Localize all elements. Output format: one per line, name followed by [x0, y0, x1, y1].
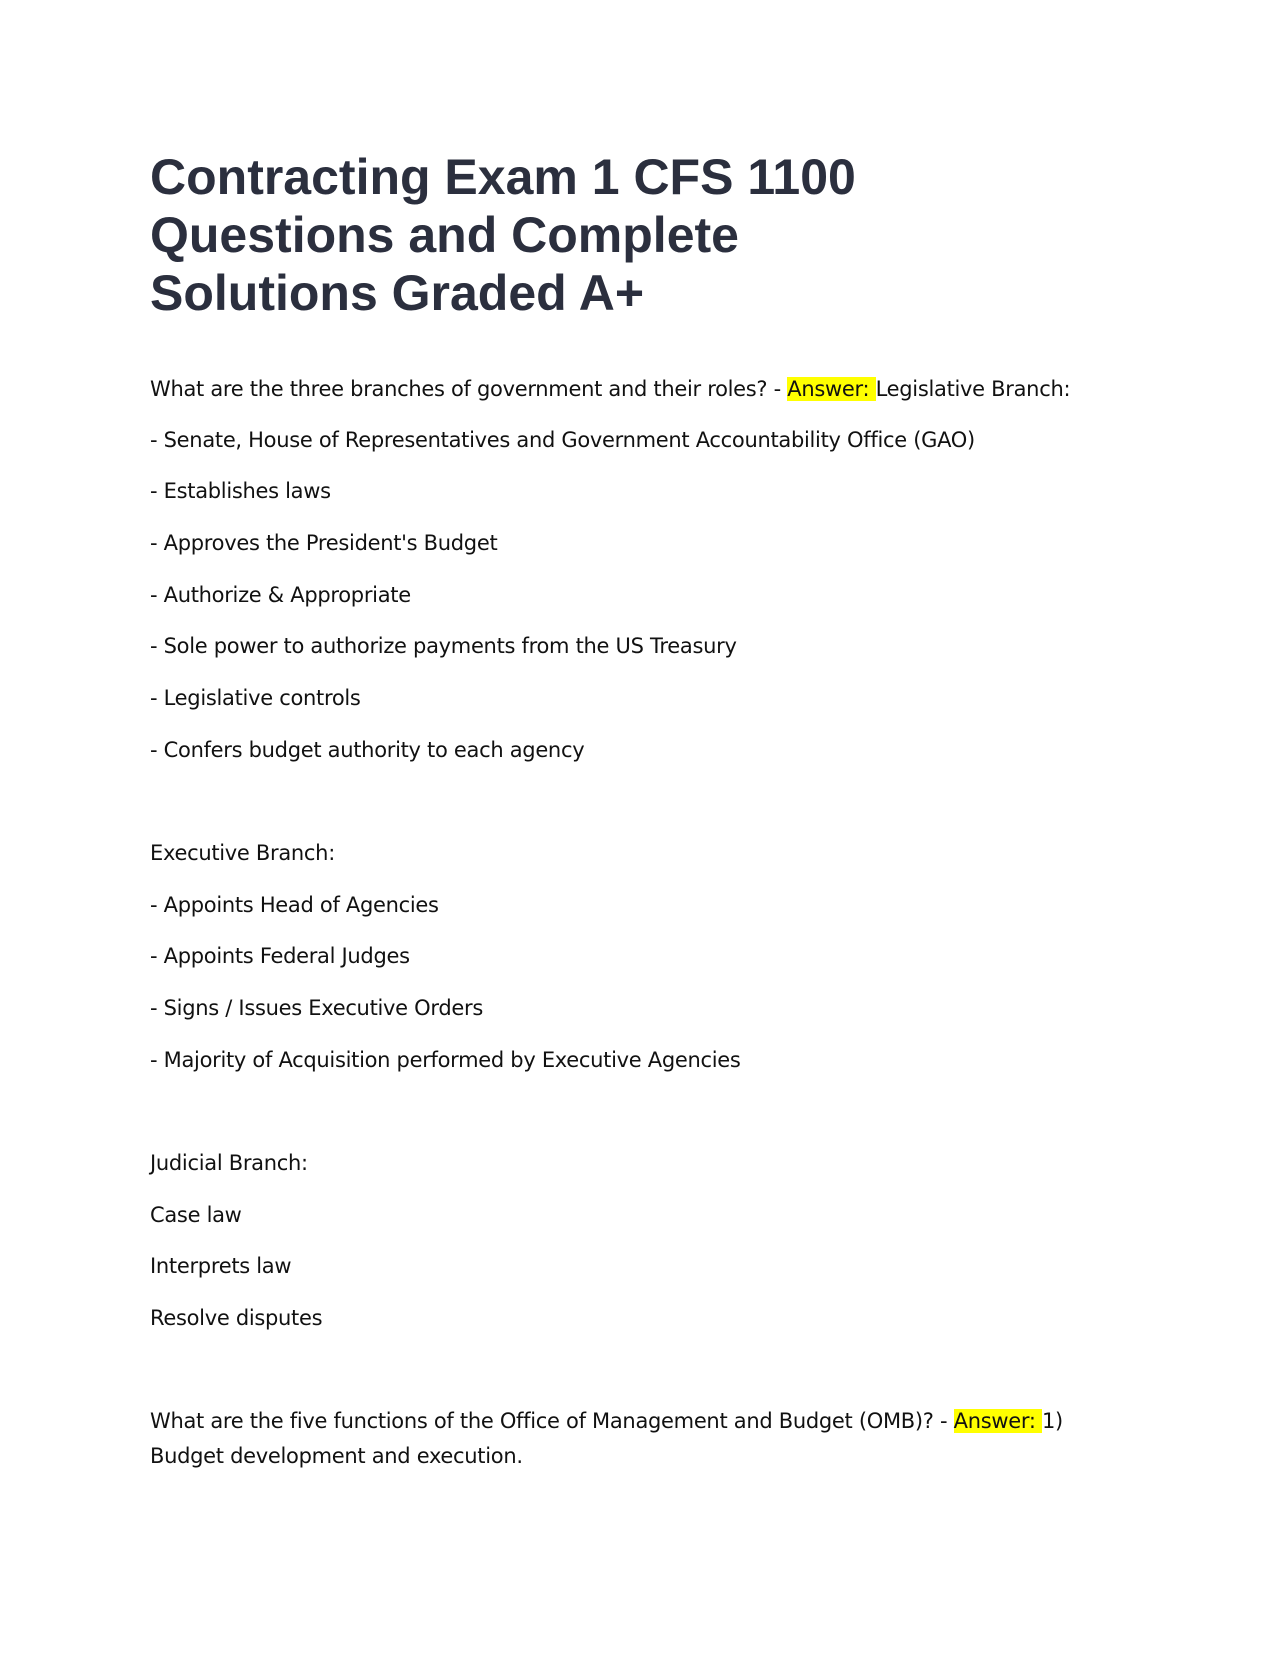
legislative-item: - Legislative controls — [150, 686, 361, 710]
legislative-item: - Approves the President's Budget — [150, 531, 498, 555]
answer-label-highlight: Answer: — [787, 377, 876, 401]
question-2-answer-continued: Budget development and execution. — [150, 1444, 523, 1468]
executive-item: - Appoints Federal Judges — [150, 944, 410, 968]
document-title — [150, 148, 910, 322]
answer-label-highlight: Answer: — [953, 1409, 1042, 1433]
question-1-answer-start: Legislative Branch: — [875, 377, 1071, 401]
question-2-text: What are the five functions of the Office of Management and Budget (OMB)? - — [150, 1409, 954, 1433]
legislative-item: - Senate, House of Representatives and Government Accountability Office (GAO) — [150, 428, 975, 452]
legislative-item: - Establishes laws — [150, 479, 331, 503]
judicial-item: Case law — [150, 1203, 242, 1227]
question-1 — [150, 375, 1070, 403]
judicial-heading: Judicial Branch: — [150, 1151, 308, 1175]
legislative-item: - Authorize & Appropriate — [150, 583, 411, 607]
judicial-item: Resolve disputes — [150, 1306, 323, 1330]
executive-heading: Executive Branch: — [150, 841, 335, 865]
legislative-item: - Confers budget authority to each agency — [150, 738, 585, 762]
title-line: Solutions Graded A+ — [150, 265, 645, 321]
executive-item: - Appoints Head of Agencies — [150, 893, 439, 917]
legislative-item: - Sole power to authorize payments from the US Treasury — [150, 634, 737, 658]
question-1-text: What are the three branches of government and their roles? - — [150, 377, 788, 401]
question-2-answer-start: 1) — [1041, 1409, 1063, 1433]
executive-item: - Majority of Acquisition performed by Executive Agencies — [150, 1048, 741, 1072]
title-line: Questions and Complete — [150, 207, 739, 263]
judicial-item: Interprets law — [150, 1254, 292, 1278]
question-2 — [150, 1407, 1063, 1435]
executive-item: - Signs / Issues Executive Orders — [150, 996, 483, 1020]
title-line: Contracting Exam 1 CFS 1100 — [150, 149, 856, 205]
